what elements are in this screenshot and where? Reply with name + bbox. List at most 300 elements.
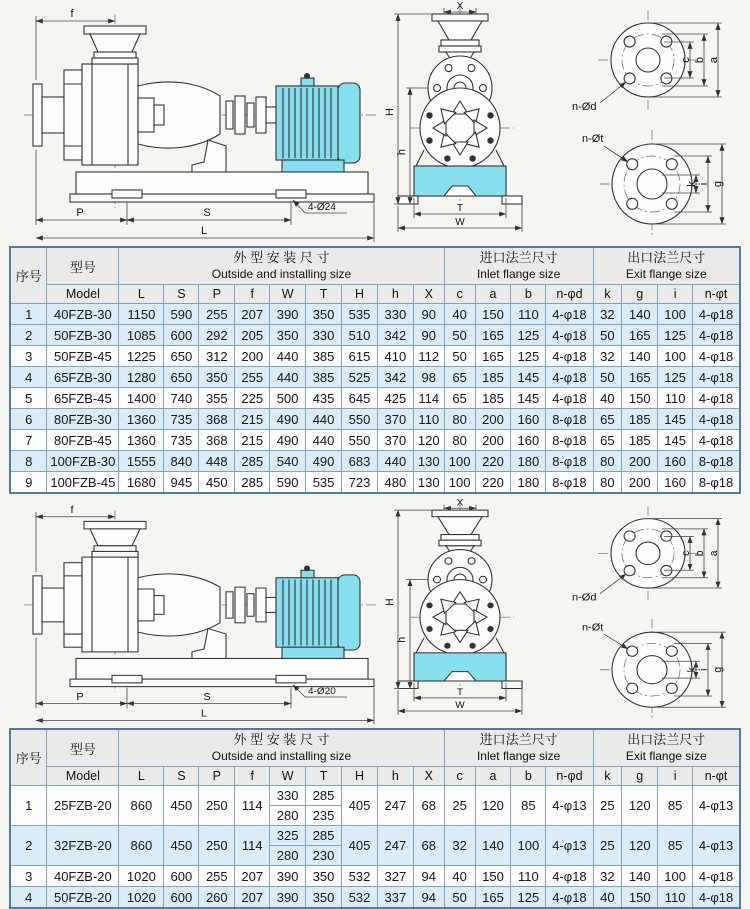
value-cell: 25 xyxy=(593,826,622,866)
value-cell: 120 xyxy=(413,430,444,451)
value-cell: 94 xyxy=(413,887,444,909)
value-cell: 550 xyxy=(342,430,378,451)
table-row xyxy=(10,325,740,346)
row-index: 4 xyxy=(10,887,47,909)
value-cell: 600 xyxy=(164,325,199,346)
dim-label-t: T xyxy=(456,203,464,214)
value-cell: 130 xyxy=(413,472,444,494)
col-header: c xyxy=(444,767,475,786)
row-index: 3 xyxy=(10,866,47,887)
value-cell: 120 xyxy=(475,786,511,826)
value-cell: 110 xyxy=(511,304,546,325)
dim-label-H: H xyxy=(383,598,397,606)
value-cell: 165 xyxy=(475,325,511,346)
model-cell: 100FZB-30 xyxy=(47,451,119,472)
value-cell: 100 xyxy=(444,472,475,494)
col-header: n-φt xyxy=(693,767,740,786)
spec-table-2 xyxy=(9,728,741,909)
bolt-circle-label-exit: n-Øt xyxy=(582,621,604,634)
value-cell: 1020 xyxy=(119,866,164,887)
table-row xyxy=(10,430,740,451)
value-cell: 368 xyxy=(199,430,235,451)
value-cell: 8-φ18 xyxy=(546,451,593,472)
dim-label-k: k xyxy=(686,181,698,187)
header-outside-en: Outside and installing size xyxy=(211,749,352,763)
model-cell: 100FZB-45 xyxy=(47,472,119,494)
value-cell: 150 xyxy=(475,866,511,887)
value-cell: 645 xyxy=(342,388,378,409)
value-cell: 4-φ18 xyxy=(693,367,740,388)
value-cell: 50 xyxy=(444,346,475,367)
header-inlet-en: Inlet flange size xyxy=(476,749,561,763)
value-cell: 4-φ18 xyxy=(546,367,593,388)
value-cell: 330 xyxy=(306,325,342,346)
value-cell: 600 xyxy=(164,887,199,909)
value-cell: 540 xyxy=(270,451,306,472)
header-inlet xyxy=(444,729,593,767)
value-cell: 4-φ18 xyxy=(546,346,593,367)
dim-label-H: H xyxy=(384,108,396,116)
value-cell: 342 xyxy=(377,325,413,346)
value-cell: 8-φ18 xyxy=(546,409,593,430)
value-cell: 110 xyxy=(511,866,546,887)
value-cell: 110 xyxy=(413,409,444,430)
value-cell: 535 xyxy=(306,472,342,494)
header-outside-cn: 外 型 安 装 尺 寸 xyxy=(233,732,330,747)
dim-label-x: X xyxy=(456,1,464,12)
value-cell: 4-φ18 xyxy=(546,325,593,346)
value-cell: 550 xyxy=(342,409,378,430)
row-index: 4 xyxy=(10,367,47,388)
value-cell: 125 xyxy=(511,325,546,346)
value-cell xyxy=(306,826,342,866)
value-cell: 130 xyxy=(413,451,444,472)
value-cell: 160 xyxy=(511,430,546,451)
value-cell: 145 xyxy=(658,430,693,451)
dim-label-h: h xyxy=(395,636,409,643)
value-cell: 255 xyxy=(199,866,235,887)
dim-label-a: a xyxy=(707,550,721,557)
value-cell: 4-φ18 xyxy=(693,346,740,367)
dim-label-l: L xyxy=(200,707,208,720)
bolt-circle-label-inlet: n-Ød xyxy=(572,591,597,604)
header-exit xyxy=(593,729,740,767)
dim-label-g: g xyxy=(711,666,725,673)
value-cell: 65 xyxy=(593,430,622,451)
header-inlet-cn: 进口法兰尺寸 xyxy=(479,250,558,265)
col-header: c xyxy=(444,285,475,304)
col-header: P xyxy=(199,767,235,786)
value-cell: 160 xyxy=(658,472,693,494)
value-cell: 125 xyxy=(511,346,546,367)
value-cell: 4-φ18 xyxy=(693,304,740,325)
header-model-cn: 型号 xyxy=(47,247,119,285)
value-cell: 220 xyxy=(475,472,511,494)
value-cell: 180 xyxy=(511,451,546,472)
value-cell: 723 xyxy=(342,472,378,494)
value-cell: 1280 xyxy=(119,367,164,388)
value-cell: 25 xyxy=(593,786,622,826)
model-cell: 25FZB-20 xyxy=(47,786,119,826)
col-header: S xyxy=(164,285,199,304)
value-cell: 4-φ18 xyxy=(693,866,740,887)
value-cell: 40 xyxy=(593,887,622,909)
header-outside-en: Outside and installing size xyxy=(211,267,352,281)
dim-label-i: i xyxy=(697,668,711,671)
value-cell: 490 xyxy=(270,409,306,430)
col-header: S xyxy=(164,767,199,786)
diagram-set-2 xyxy=(0,497,750,727)
value-cell: 80 xyxy=(593,472,622,494)
value-cell: 100 xyxy=(658,866,693,887)
header-inlet-cn: 进口法兰尺寸 xyxy=(479,732,558,747)
value-cell: 840 xyxy=(164,451,199,472)
value-cell: 490 xyxy=(306,451,342,472)
dim-label-c: c xyxy=(680,57,692,63)
table-row xyxy=(10,472,740,494)
header-outside xyxy=(119,729,444,767)
value-cell: 405 xyxy=(342,826,378,866)
value-cell: 350 xyxy=(199,367,235,388)
dim-label-l: L xyxy=(200,225,208,237)
value-cell: 100 xyxy=(658,304,693,325)
row-index: 8 xyxy=(10,451,47,472)
value-cell: 440 xyxy=(306,409,342,430)
value-cell: 390 xyxy=(270,887,306,909)
value-cell: 125 xyxy=(658,367,693,388)
col-header: W xyxy=(270,285,306,304)
value-cell: 140 xyxy=(622,304,658,325)
split-value: 325 xyxy=(270,826,305,846)
value-cell: 247 xyxy=(377,826,413,866)
value-cell: 312 xyxy=(199,346,235,367)
value-cell: 1400 xyxy=(119,388,164,409)
value-cell: 390 xyxy=(270,304,306,325)
pump-drawing-1 xyxy=(0,0,750,245)
value-cell: 350 xyxy=(306,304,342,325)
value-cell: 185 xyxy=(475,388,511,409)
value-cell: 1020 xyxy=(119,887,164,909)
value-cell: 480 xyxy=(377,472,413,494)
value-cell: 450 xyxy=(199,472,235,494)
value-cell: 110 xyxy=(658,887,693,909)
col-header: f xyxy=(235,767,270,786)
value-cell xyxy=(270,826,306,866)
model-cell: 32FZB-20 xyxy=(47,826,119,866)
table-2-header xyxy=(10,729,740,786)
value-cell: 65 xyxy=(444,388,475,409)
pump-drawing-2 xyxy=(0,497,750,727)
header-no: 序号 xyxy=(10,729,47,786)
header-inlet xyxy=(444,247,593,285)
header-outside-cn: 外 型 安 装 尺 寸 xyxy=(233,250,330,265)
split-value: 230 xyxy=(312,848,335,863)
value-cell: 440 xyxy=(270,346,306,367)
col-header: a xyxy=(475,285,511,304)
value-cell: 50 xyxy=(444,325,475,346)
value-cell: 165 xyxy=(475,887,511,909)
value-cell: 1360 xyxy=(119,409,164,430)
value-cell: 180 xyxy=(511,472,546,494)
row-index: 1 xyxy=(10,304,47,325)
split-value: 330 xyxy=(270,786,305,806)
value-cell: 4-φ18 xyxy=(693,409,740,430)
dim-label-b: b xyxy=(694,56,706,64)
col-header: T xyxy=(306,767,342,786)
value-cell: 150 xyxy=(475,304,511,325)
value-cell: 330 xyxy=(377,304,413,325)
col-header: T xyxy=(306,285,342,304)
value-cell: 8-φ18 xyxy=(546,472,593,494)
value-cell: 440 xyxy=(306,430,342,451)
value-cell: 590 xyxy=(270,472,306,494)
col-header: X xyxy=(413,767,444,786)
value-cell: 370 xyxy=(377,430,413,451)
value-cell: 735 xyxy=(164,409,199,430)
value-cell: 207 xyxy=(235,304,270,325)
dim-label-p: P xyxy=(76,207,84,219)
value-cell: 90 xyxy=(413,325,444,346)
dim-label-g: g xyxy=(712,180,724,188)
value-cell: 145 xyxy=(658,409,693,430)
value-cell: 207 xyxy=(235,866,270,887)
value-cell: 185 xyxy=(622,409,658,430)
value-cell: 225 xyxy=(235,388,270,409)
col-header: W xyxy=(270,767,306,786)
value-cell: 4-φ13 xyxy=(546,786,593,826)
header-outside xyxy=(119,247,444,285)
value-cell: 4-φ18 xyxy=(546,304,593,325)
value-cell: 4-φ18 xyxy=(693,887,740,909)
value-cell: 185 xyxy=(475,367,511,388)
value-cell: 860 xyxy=(119,786,164,826)
value-cell: 220 xyxy=(475,451,511,472)
value-cell: 285 xyxy=(235,472,270,494)
table-row xyxy=(10,388,740,409)
value-cell: 32 xyxy=(593,346,622,367)
value-cell: 207 xyxy=(235,887,270,909)
dim-label-s: S xyxy=(203,207,211,219)
dim-label-b: b xyxy=(693,550,707,557)
value-cell: 448 xyxy=(199,451,235,472)
table-row xyxy=(10,367,740,388)
table-row xyxy=(10,409,740,430)
value-cell: 165 xyxy=(475,346,511,367)
value-cell: 32 xyxy=(444,826,475,866)
value-cell: 150 xyxy=(622,388,658,409)
col-header: b xyxy=(511,285,546,304)
value-cell: 32 xyxy=(593,304,622,325)
value-cell: 4-φ18 xyxy=(546,866,593,887)
bolt-hole-label: 4-Ø20 xyxy=(308,686,336,698)
value-cell: 205 xyxy=(235,325,270,346)
value-cell: 40 xyxy=(444,866,475,887)
value-cell: 85 xyxy=(658,826,693,866)
value-cell: 100 xyxy=(658,346,693,367)
value-cell: 68 xyxy=(413,826,444,866)
value-cell: 90 xyxy=(413,304,444,325)
table-1-header xyxy=(10,247,740,304)
value-cell: 860 xyxy=(119,826,164,866)
value-cell: 350 xyxy=(270,325,306,346)
col-header: h xyxy=(377,767,413,786)
model-cell: 65FZB-30 xyxy=(47,367,119,388)
value-cell: 440 xyxy=(377,451,413,472)
value-cell: 1555 xyxy=(119,451,164,472)
value-cell: 94 xyxy=(413,866,444,887)
dim-label-k: k xyxy=(685,667,699,673)
value-cell: 4-φ18 xyxy=(546,388,593,409)
value-cell: 260 xyxy=(199,887,235,909)
value-cell: 160 xyxy=(658,451,693,472)
value-cell: 50 xyxy=(593,367,622,388)
value-cell: 50 xyxy=(593,325,622,346)
value-cell: 385 xyxy=(306,367,342,388)
value-cell: 145 xyxy=(511,367,546,388)
table-row xyxy=(10,304,740,325)
col-header: k xyxy=(593,767,622,786)
value-cell: 385 xyxy=(306,346,342,367)
value-cell: 250 xyxy=(199,826,235,866)
model-cell: 80FZB-45 xyxy=(47,430,119,451)
row-index: 7 xyxy=(10,430,47,451)
value-cell: 410 xyxy=(377,346,413,367)
header-exit-en: Exit flange size xyxy=(625,267,707,281)
value-cell: 165 xyxy=(622,325,658,346)
value-cell: 255 xyxy=(235,367,270,388)
value-cell: 200 xyxy=(235,346,270,367)
value-cell: 40 xyxy=(444,304,475,325)
dim-label-x: X xyxy=(456,497,464,509)
col-header: g xyxy=(622,285,658,304)
value-cell: 25 xyxy=(444,786,475,826)
value-cell: 450 xyxy=(164,826,199,866)
model-cell: 80FZB-30 xyxy=(47,409,119,430)
dim-label-w: W xyxy=(455,700,465,712)
value-cell: 740 xyxy=(164,388,199,409)
value-cell: 8-φ18 xyxy=(546,430,593,451)
row-index: 5 xyxy=(10,388,47,409)
value-cell: 337 xyxy=(377,887,413,909)
value-cell: 4-φ18 xyxy=(693,388,740,409)
value-cell: 120 xyxy=(622,786,658,826)
model-cell: 40FZB-20 xyxy=(47,866,119,887)
value-cell: 4-φ13 xyxy=(693,826,740,866)
col-header: b xyxy=(511,767,546,786)
row-index: 2 xyxy=(10,826,47,866)
value-cell: 200 xyxy=(622,472,658,494)
value-cell: 65 xyxy=(593,409,622,430)
model-cell: 50FZB-30 xyxy=(47,325,119,346)
row-index: 9 xyxy=(10,472,47,494)
dim-label-p: P xyxy=(76,691,84,703)
spec-table-1 xyxy=(9,246,741,494)
value-cell: 247 xyxy=(377,786,413,826)
col-header: n-φd xyxy=(546,285,593,304)
col-header: X xyxy=(413,285,444,304)
value-cell: 215 xyxy=(235,430,270,451)
value-cell: 4-φ18 xyxy=(693,325,740,346)
value-cell: 8-φ18 xyxy=(693,451,740,472)
split-value: 280 xyxy=(276,808,299,823)
value-cell: 65 xyxy=(444,367,475,388)
value-cell: 80 xyxy=(444,430,475,451)
value-cell: 250 xyxy=(199,786,235,826)
value-cell xyxy=(306,786,342,826)
value-cell: 500 xyxy=(270,388,306,409)
value-cell: 615 xyxy=(342,346,378,367)
value-cell: 355 xyxy=(199,388,235,409)
value-cell: 535 xyxy=(342,304,378,325)
value-cell: 525 xyxy=(342,367,378,388)
header-model-cn: 型号 xyxy=(47,729,119,767)
col-header: g xyxy=(622,767,658,786)
bolt-hole-label: 4-Ø24 xyxy=(308,202,336,213)
value-cell: 100 xyxy=(511,826,546,866)
value-cell: 650 xyxy=(164,367,199,388)
value-cell: 1225 xyxy=(119,346,164,367)
value-cell: 80 xyxy=(593,451,622,472)
value-cell: 4-φ13 xyxy=(693,786,740,826)
value-cell: 165 xyxy=(622,367,658,388)
value-cell: 285 xyxy=(235,451,270,472)
value-cell: 150 xyxy=(622,887,658,909)
col-header: i xyxy=(658,285,693,304)
value-cell: 32 xyxy=(593,866,622,887)
col-header: L xyxy=(119,285,164,304)
col-header: a xyxy=(475,767,511,786)
bolt-circle-label-exit: n-Øt xyxy=(582,133,604,145)
value-cell: 160 xyxy=(511,409,546,430)
value-cell: 114 xyxy=(235,786,270,826)
dim-label-s: S xyxy=(203,691,211,703)
value-cell: 532 xyxy=(342,887,378,909)
value-cell: 68 xyxy=(413,786,444,826)
split-value: 285 xyxy=(306,826,341,846)
value-cell: 200 xyxy=(475,409,511,430)
diagram-set-1 xyxy=(0,0,750,245)
value-cell: 435 xyxy=(306,388,342,409)
header-model-en: Model xyxy=(47,767,119,786)
col-header: h xyxy=(377,285,413,304)
value-cell: 40 xyxy=(593,388,622,409)
value-cell: 1085 xyxy=(119,325,164,346)
value-cell: 405 xyxy=(342,786,378,826)
col-header: n-φt xyxy=(693,285,740,304)
value-cell: 590 xyxy=(164,304,199,325)
value-cell: 8-φ18 xyxy=(693,472,740,494)
value-cell: 200 xyxy=(622,451,658,472)
value-cell: 510 xyxy=(342,325,378,346)
header-model-en: Model xyxy=(47,285,119,304)
value-cell: 114 xyxy=(235,826,270,866)
value-cell: 112 xyxy=(413,346,444,367)
model-cell: 65FZB-45 xyxy=(47,388,119,409)
value-cell: 4-φ18 xyxy=(546,887,593,909)
value-cell: 255 xyxy=(199,304,235,325)
value-cell: 440 xyxy=(270,367,306,388)
value-cell: 125 xyxy=(658,325,693,346)
table-row xyxy=(10,346,740,367)
value-cell: 327 xyxy=(377,866,413,887)
value-cell: 100 xyxy=(444,451,475,472)
col-header: k xyxy=(593,285,622,304)
value-cell: 350 xyxy=(306,887,342,909)
value-cell: 683 xyxy=(342,451,378,472)
value-cell: 425 xyxy=(377,388,413,409)
value-cell: 450 xyxy=(164,786,199,826)
value-cell: 120 xyxy=(622,826,658,866)
